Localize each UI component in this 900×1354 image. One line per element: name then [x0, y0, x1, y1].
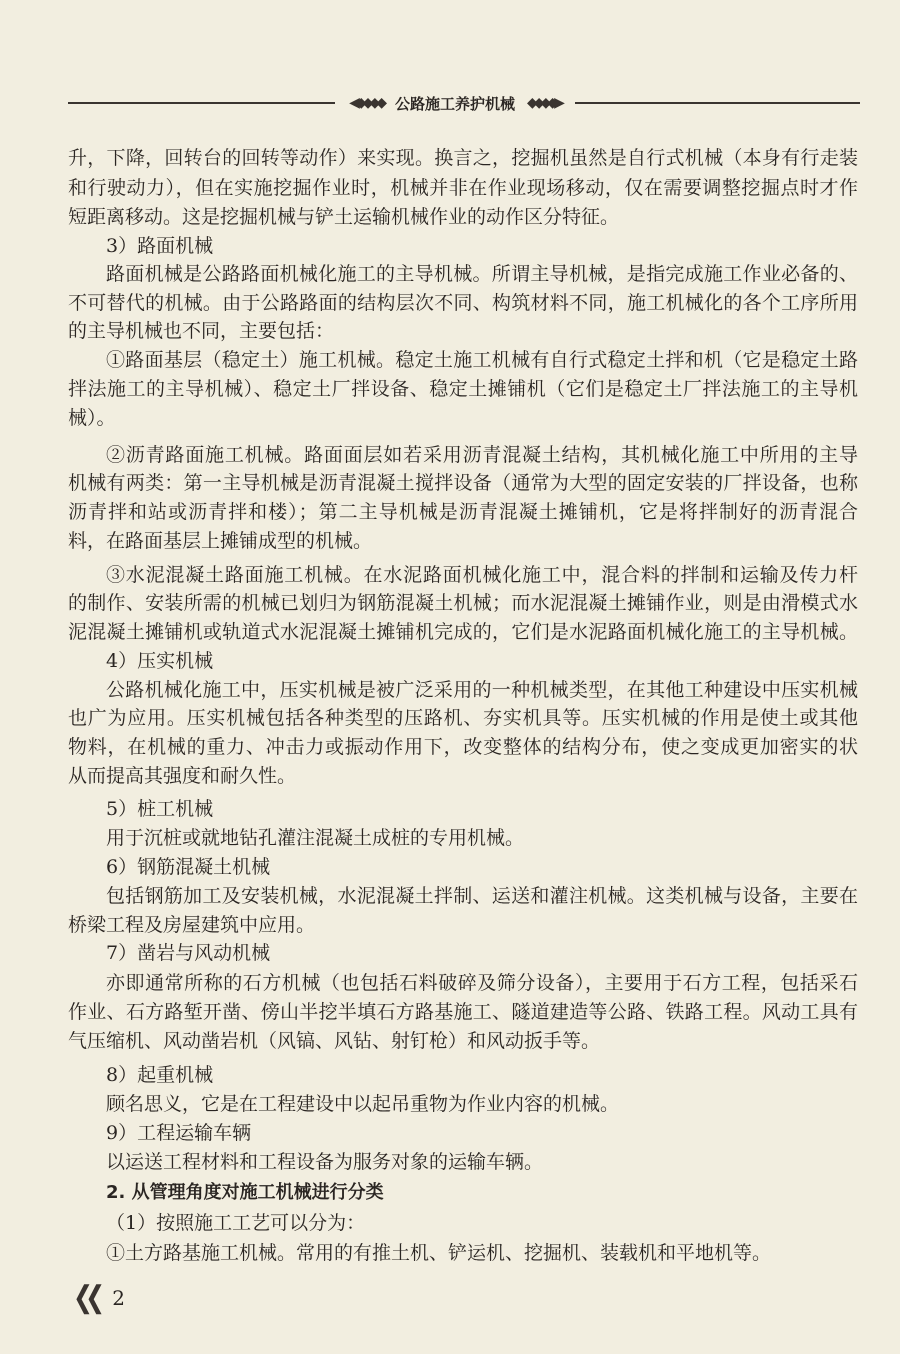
section-heading: 2. 从管理角度对施工机械进行分类	[106, 1182, 384, 1203]
text-line: 也广为应用。压实机械包括各种类型的压路机、夯实机具等。压实机械的作用是使土或其他	[68, 707, 858, 729]
page-footer	[70, 1280, 125, 1315]
text-line: 亦即通常所称的石方机械（也包括石料破碎及筛分设备），主要用于石方工程，包括采石	[106, 972, 858, 994]
header-rule-right	[572, 102, 860, 104]
page-number: 2	[112, 1285, 126, 1310]
text-line: 械）。	[68, 407, 116, 429]
text-line: 包括钢筋加工及安装机械，水泥混凝土拌制、运送和灌注机械。这类机械与设备，主要在	[106, 885, 858, 907]
header-rule-left	[68, 102, 338, 104]
text-line: 物料，在机械的重力、冲击力或振动作用下，改变整体的结构分布，使之变成更加密实的状	[68, 736, 858, 758]
text-line: 料，在路面基层上摊铺成型的机械。	[68, 530, 373, 552]
text-line: 桥梁工程及房屋建筑中应用。	[68, 914, 316, 936]
text-line: ①路面基层（稳定土）施工机械。稳定土施工机械有自行式稳定土拌和机（它是稳定土路	[106, 349, 858, 371]
text-line: 不可替代的机械。由于公路路面的结构层次不同、构筑材料不同，施工机械化的各个工序所用	[68, 292, 858, 314]
text-line: 的制作、安装所需的机械已划归为钢筋混凝土机械；而水泥混凝土摊铺作业，则是由滑模式水	[68, 592, 858, 614]
text-line: 用于沉桩或就地钻孔灌注混凝土成桩的专用机械。	[106, 827, 525, 849]
diamond-chevron-right-icon: ◆◆◆◆▶	[527, 95, 561, 111]
subheading: 3）路面机械	[106, 235, 214, 257]
running-header-title: 公路施工养护机械	[394, 94, 515, 113]
double-chevron-left-icon: ❮❮	[73, 1280, 98, 1315]
subheading: 4）压实机械	[106, 650, 214, 672]
text-line: 沥青拌和站或沥青拌和楼）；第二主导机械是沥青混凝土摊铺机，它是将拌制好的沥青混合	[68, 501, 858, 523]
text-line: 顾名思义，它是在工程建设中以起吊重物为作业内容的机械。	[106, 1093, 620, 1115]
subheading: 5）桩工机械	[106, 798, 214, 820]
running-header	[335, 91, 575, 115]
text-line: ②沥青路面施工机械。路面面层如若采用沥青混凝土结构，其机械化施工中所用的主导	[106, 444, 858, 466]
text-line: 气压缩机、风动凿岩机（风镐、风钻、射钉枪）和风动扳手等。	[68, 1030, 601, 1052]
text-line: 作业、石方路堑开凿、傍山半挖半填石方路基施工、隧道建造等公路、铁路工程。风动工具有	[68, 1001, 858, 1023]
subheading: 6）钢筋混凝土机械	[106, 856, 271, 878]
text-line: 短距离移动。这是挖掘机械与铲土运输机械作业的动作区分特征。	[68, 206, 620, 228]
text-line: 的主导机械也不同，主要包括：	[68, 320, 335, 342]
subheading: 9）工程运输车辆	[106, 1122, 252, 1144]
subheading: 7）凿岩与风动机械	[106, 942, 271, 964]
text-line: ①土方路基施工机械。常用的有推土机、铲运机、挖掘机、装载机和平地机等。	[106, 1242, 772, 1264]
text-line: 从而提高其强度和耐久性。	[68, 765, 297, 787]
text-line: 机械有两类：第一主导机械是沥青混凝土搅拌设备（通常为大型的固定安装的厂拌设备，也称	[68, 472, 858, 494]
text-line: 公路机械化施工中，压实机械是被广泛采用的一种机械类型，在其他工种建设中压实机械	[106, 679, 858, 701]
text-line: 以运送工程材料和工程设备为服务对象的运输车辆。	[106, 1151, 544, 1173]
text-line: 拌法施工的主导机械）、稳定土厂拌设备、稳定土摊铺机（它们是稳定土厂拌法施工的主导机	[68, 378, 858, 400]
subheading: （1）按照施工工艺可以分为：	[106, 1212, 366, 1234]
text-line: 泥混凝土摊铺机或轨道式水泥混凝土摊铺机完成的，它们是水泥路面机械化施工的主导机械。	[68, 621, 858, 643]
text-line: 路面机械是公路路面机械化施工的主导机械。所谓主导机械，是指完成施工作业必备的、	[106, 263, 858, 285]
diamond-chevron-left-icon: ◀◆◆◆◆	[349, 95, 383, 111]
text-line: ③水泥混凝土路面施工机械。在水泥路面机械化施工中，混合料的拌制和运输及传力杆	[106, 564, 858, 586]
subheading: 8）起重机械	[106, 1064, 214, 1086]
text-line: 升，下降，回转台的回转等动作）来实现。换言之，挖掘机虽然是自行式机械（本身有行走装	[68, 147, 858, 169]
text-line: 和行驶动力），但在实施挖掘作业时，机械并非在作业现场移动，仅在需要调整挖掘点时才作	[68, 177, 858, 199]
